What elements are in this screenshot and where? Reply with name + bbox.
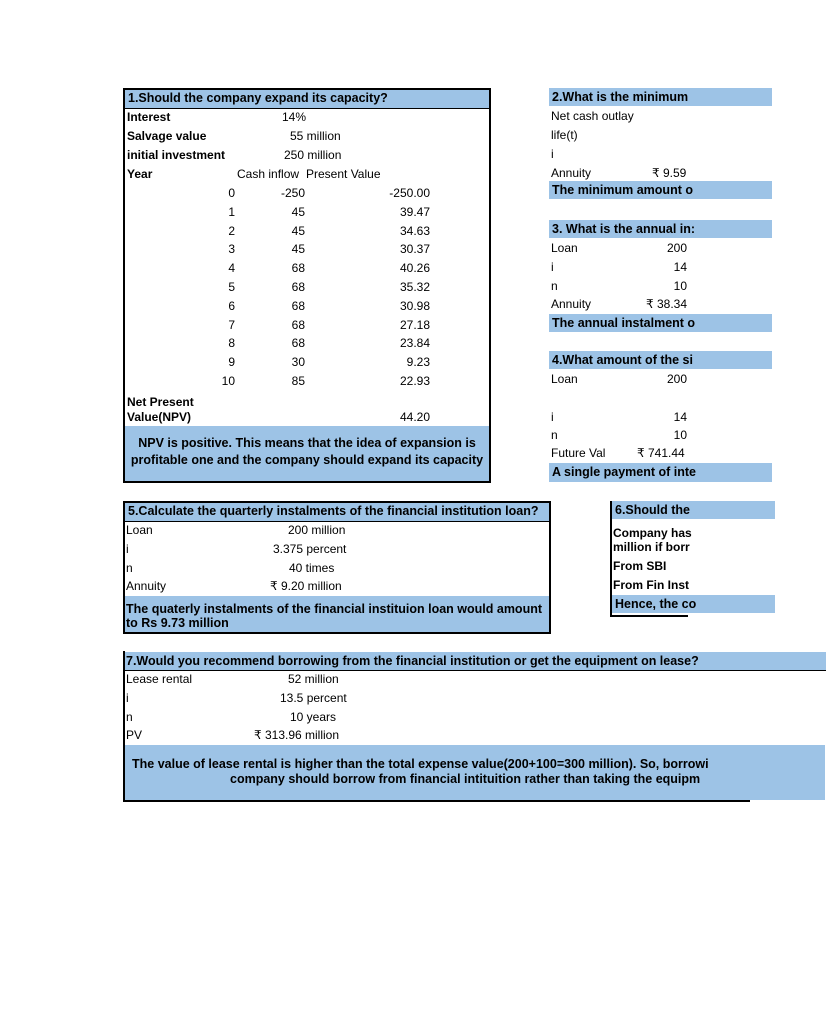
q6-conclusion: Hence, the co — [612, 595, 775, 613]
q5-n-label: n — [126, 561, 133, 575]
q7-title: 7.Would you recommend borrowing from the financial institution or get the equipment on lease? — [123, 652, 826, 671]
q5-panel — [123, 501, 551, 634]
q1-row-pv: 30.98 — [399, 298, 430, 313]
q7-n-label: n — [126, 710, 133, 724]
q1-row-pv: 22.93 — [399, 374, 430, 388]
q1-investment-label: initial investment — [127, 148, 226, 162]
q4-title: 4.What amount of the si — [549, 351, 772, 369]
q4-conclusion: A single payment of inte — [549, 463, 772, 482]
q7-lease-value: 52 million — [288, 672, 339, 686]
q3-annuity-value: ₹ 38.34 — [646, 297, 687, 311]
q2-panel — [549, 88, 693, 200]
q4-n-value: 10 — [673, 428, 687, 442]
q1-row-inflow: 85 — [291, 374, 305, 388]
q1-row-year: 10 — [221, 374, 235, 388]
q5-loan-value: 200 million — [288, 523, 346, 537]
q3-conclusion: The annual instalment o — [549, 314, 772, 332]
q7-conclusion-line-2: company should borrow from financial intituition rather than taking the equipm — [230, 772, 701, 786]
q5-n-value: 40 times — [289, 561, 335, 575]
q4-fv-value: ₹ 741.44 — [637, 446, 685, 460]
q7-i-value: 13.5 percent — [280, 691, 347, 705]
q5-annuity-label: Annuity — [126, 579, 167, 593]
q7-lease-label: Lease rental — [126, 672, 193, 686]
q7-i-label: i — [126, 691, 129, 705]
q1-investment-value: 250 million — [284, 148, 342, 162]
q4-fv-label: Future Val — [551, 446, 606, 460]
q1-salvage-label: Salvage value — [127, 129, 207, 143]
q1-conclusion-line-1: NPV is positive. This means that the idea of expansion is — [138, 436, 476, 450]
q1-row-pv: -250.00 — [389, 186, 430, 200]
q1-row-year: 5 — [228, 280, 235, 294]
q1-row-year: 6 — [228, 298, 235, 313]
q1-conclusion — [125, 426, 489, 481]
q1-row-inflow: 45 — [291, 223, 305, 238]
q7-pv-label: PV — [126, 728, 143, 742]
q3-panel — [549, 220, 696, 333]
q4-loan-value: 200 — [666, 372, 687, 386]
q1-row-pv: 35.32 — [399, 280, 430, 294]
q6-panel — [610, 501, 697, 617]
q1-row-inflow: 45 — [291, 204, 305, 219]
q1-title: 1.Should the company expand its capacity? — [125, 90, 489, 109]
q4-i-label: i — [551, 410, 554, 424]
q1-row-inflow: 68 — [291, 317, 305, 332]
q4-panel — [549, 351, 697, 483]
q5-conclusion-line-1: The quaterly instalments of the financial instituion loan would amount — [126, 602, 542, 616]
q1-interest-value: 14% — [282, 110, 307, 124]
q3-loan-label: Loan — [551, 241, 578, 255]
q1-row-pv: 40.26 — [399, 261, 430, 276]
q2-net-cash-label: Net cash outlay — [551, 109, 634, 123]
q1-row-year: 8 — [228, 336, 235, 351]
q7-n-value: 10 years — [290, 710, 337, 724]
q1-row-pv: 23.84 — [399, 336, 430, 351]
q1-npv-value: 44.20 — [399, 410, 430, 424]
q3-i-label: i — [551, 260, 554, 274]
q1-col-inflow: Cash inflow — [237, 167, 300, 181]
q1-row-pv: 27.18 — [399, 317, 430, 332]
q5-conclusion-line-2: to Rs 9.73 million — [126, 616, 229, 630]
q1-row-inflow: -250 — [280, 186, 305, 200]
q1-row-inflow: 68 — [291, 298, 305, 313]
q1-row-inflow: 30 — [291, 355, 305, 370]
q2-title: 2.What is the minimum — [549, 88, 772, 106]
q3-annuity-label: Annuity — [551, 297, 592, 311]
q6-line-3: From SBI — [613, 559, 667, 573]
q5-annuity-value: ₹ 9.20 million — [270, 579, 342, 593]
q7-panel — [123, 651, 750, 802]
q6-line-2: million if borr — [613, 540, 690, 554]
q1-row-year: 3 — [228, 242, 235, 257]
q1-row-pv: 39.47 — [399, 204, 430, 219]
q1-row-inflow: 68 — [291, 261, 305, 276]
q5-loan-label: Loan — [126, 523, 153, 537]
q1-row-year: 7 — [228, 317, 235, 332]
q3-i-value: 14 — [673, 260, 687, 274]
q2-conclusion: The minimum amount o — [549, 181, 772, 199]
q1-conclusion-line-2: profitable one and the company should expand its capacity — [130, 453, 484, 467]
q4-loan-label: Loan — [551, 372, 578, 386]
q5-i-value: 3.375 percent — [273, 542, 347, 556]
q1-row-year: 1 — [228, 204, 235, 219]
q4-n-label: n — [551, 428, 558, 442]
q2-annuity-value: ₹ 9.59 — [652, 166, 687, 180]
q7-conclusion — [125, 745, 825, 800]
q1-row-year: 2 — [228, 223, 235, 238]
q3-loan-value: 200 — [666, 241, 687, 255]
q3-n-value: 10 — [673, 279, 687, 293]
q2-i-label: i — [551, 147, 554, 161]
q1-row-year: 0 — [228, 186, 235, 200]
q1-salvage-value: 55 million — [290, 129, 341, 143]
q5-title: 5.Calculate the quarterly instalments of the financial institution loan? — [125, 503, 549, 522]
q4-i-value: 14 — [673, 410, 687, 424]
q7-bottom-border — [123, 800, 750, 802]
q1-col-year: Year — [127, 167, 153, 181]
q1-row-inflow: 68 — [291, 336, 305, 351]
q6-line-1: Company has — [613, 526, 692, 540]
q2-annuity-label: Annuity — [551, 166, 592, 180]
q3-n-label: n — [551, 279, 558, 293]
q1-npv-label-2: Value(NPV) — [127, 410, 192, 424]
q2-life-label: life(t) — [551, 128, 578, 142]
q7-pv-value: ₹ 313.96 million — [254, 728, 340, 742]
q1-row-pv: 30.37 — [399, 242, 430, 257]
q1-row-inflow: 45 — [291, 242, 305, 257]
q1-row-year: 9 — [228, 355, 235, 370]
q1-col-pv: Present Value — [306, 167, 381, 181]
q6-title: 6.Should the — [612, 501, 775, 519]
q3-title: 3. What is the annual in: — [549, 220, 772, 238]
q1-npv-label-1: Net Present — [127, 395, 194, 409]
q1-row-inflow: 68 — [291, 280, 305, 294]
q1-interest-label: Interest — [127, 110, 171, 124]
q6-line-4: From Fin Inst — [613, 578, 689, 592]
q5-i-label: i — [126, 542, 129, 556]
q5-conclusion — [125, 596, 549, 632]
q7-conclusion-line-1: The value of lease rental is higher than the total expense value(200+100=300 million). So, borrowi — [132, 757, 709, 771]
q1-panel — [123, 88, 491, 483]
q1-row-year: 4 — [228, 261, 235, 276]
q1-row-pv: 9.23 — [406, 355, 430, 370]
q1-row-pv: 34.63 — [399, 223, 430, 238]
